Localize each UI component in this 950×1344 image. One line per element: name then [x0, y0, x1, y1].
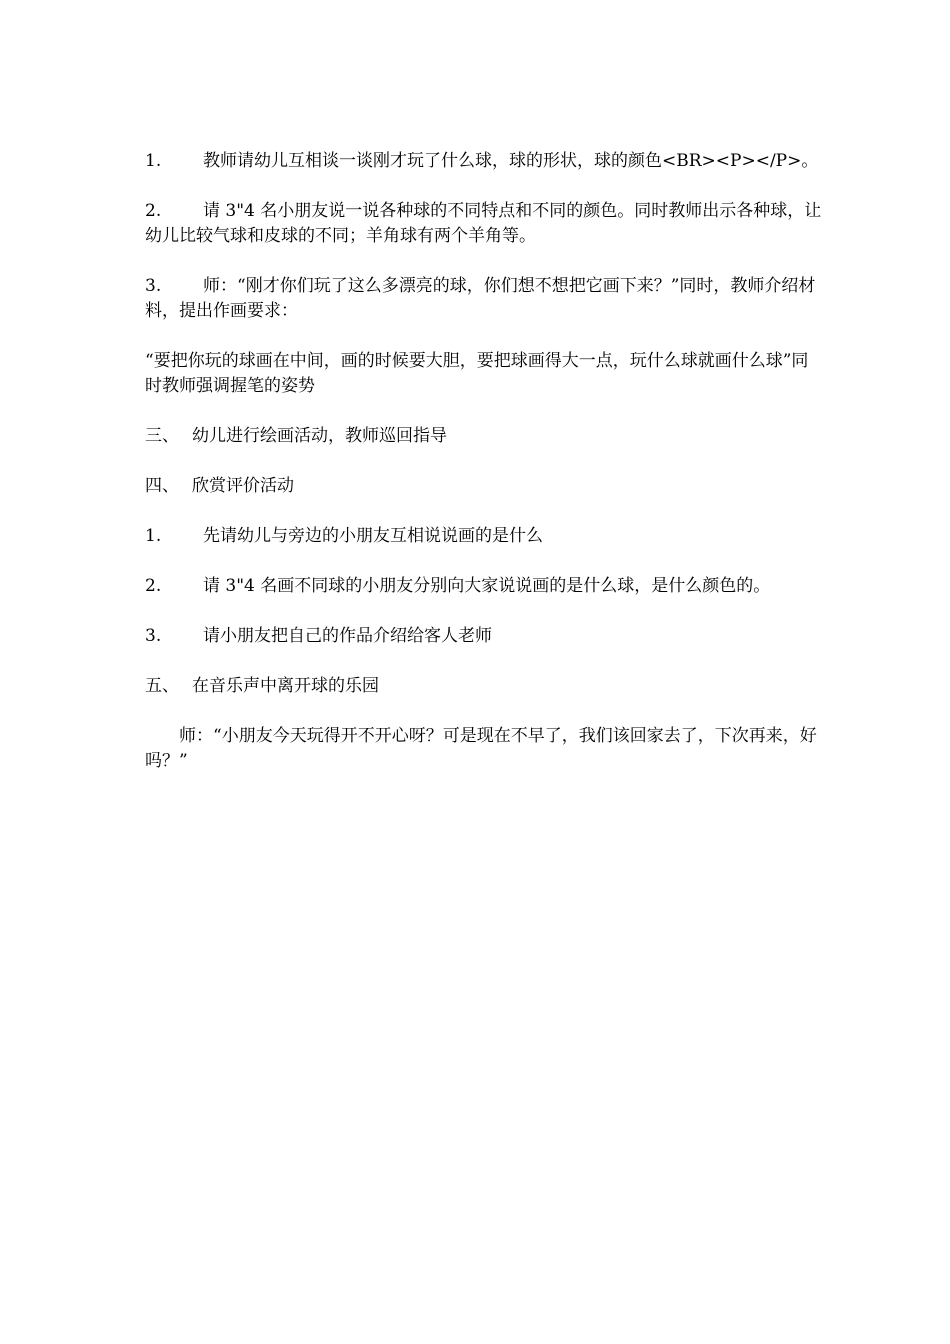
section-number: 五、: [145, 676, 179, 696]
section-heading-4: [145, 474, 825, 499]
paragraph-eval-step-1: [145, 524, 825, 549]
paragraph-drawing-requirement: [145, 349, 825, 399]
paragraph-text: 师：“刚才你们玩了这么多漂亮的球，你们想不想把它画下来？”同时，教师介绍材料，提出作画要求：: [145, 276, 816, 321]
section-title: 在音乐声中离开球的乐园: [192, 676, 379, 696]
section-title: 欣赏评价活动: [192, 476, 294, 496]
document-body: [145, 149, 825, 799]
paragraph-text: 请 3"4 名小朋友说一说各种球的不同特点和不同的颜色。同时教师出示各种球，让幼儿比较气球和皮球的不同；羊角球有两个羊角等。: [145, 201, 822, 246]
paragraph-text: 教师请幼儿互相谈一谈刚才玩了什么球，球的形状，球的颜色<BR><P></P>。: [203, 151, 819, 171]
section-title: 幼儿进行绘画活动，教师巡回指导: [192, 426, 447, 446]
step-number: 3.: [145, 276, 162, 296]
section-heading-3: [145, 424, 825, 449]
paragraph-text: 先请幼儿与旁边的小朋友互相说说画的是什么: [203, 526, 543, 546]
paragraph-text: 师：“小朋友今天玩得开不开心呀？可是现在不早了，我们该回家去了，下次再来，好吗？”: [145, 726, 817, 771]
paragraph-step-3: [145, 274, 825, 324]
step-number: 3.: [145, 626, 162, 646]
paragraph-text: 请 3"4 名画不同球的小朋友分别向大家说说画的是什么球，是什么颜色的。: [203, 576, 771, 596]
step-number: 1.: [145, 526, 162, 546]
paragraph-step-1: [145, 149, 825, 174]
step-number: 2.: [145, 201, 162, 221]
paragraph-text: “要把你玩的球画在中间，画的时候要大胆，要把球画得大一点，玩什么球就画什么球”同时教师强调握笔的姿势: [145, 351, 809, 396]
section-number: 三、: [145, 426, 179, 446]
section-number: 四、: [145, 476, 179, 496]
paragraph-eval-step-3: [145, 624, 825, 649]
paragraph-closing-dialogue: [145, 724, 825, 774]
step-number: 2.: [145, 576, 162, 596]
paragraph-step-2: [145, 199, 825, 249]
step-number: 1.: [145, 151, 162, 171]
paragraph-eval-step-2: [145, 574, 845, 599]
paragraph-text: 请小朋友把自己的作品介绍给客人老师: [203, 626, 492, 646]
section-heading-5: [145, 674, 825, 699]
